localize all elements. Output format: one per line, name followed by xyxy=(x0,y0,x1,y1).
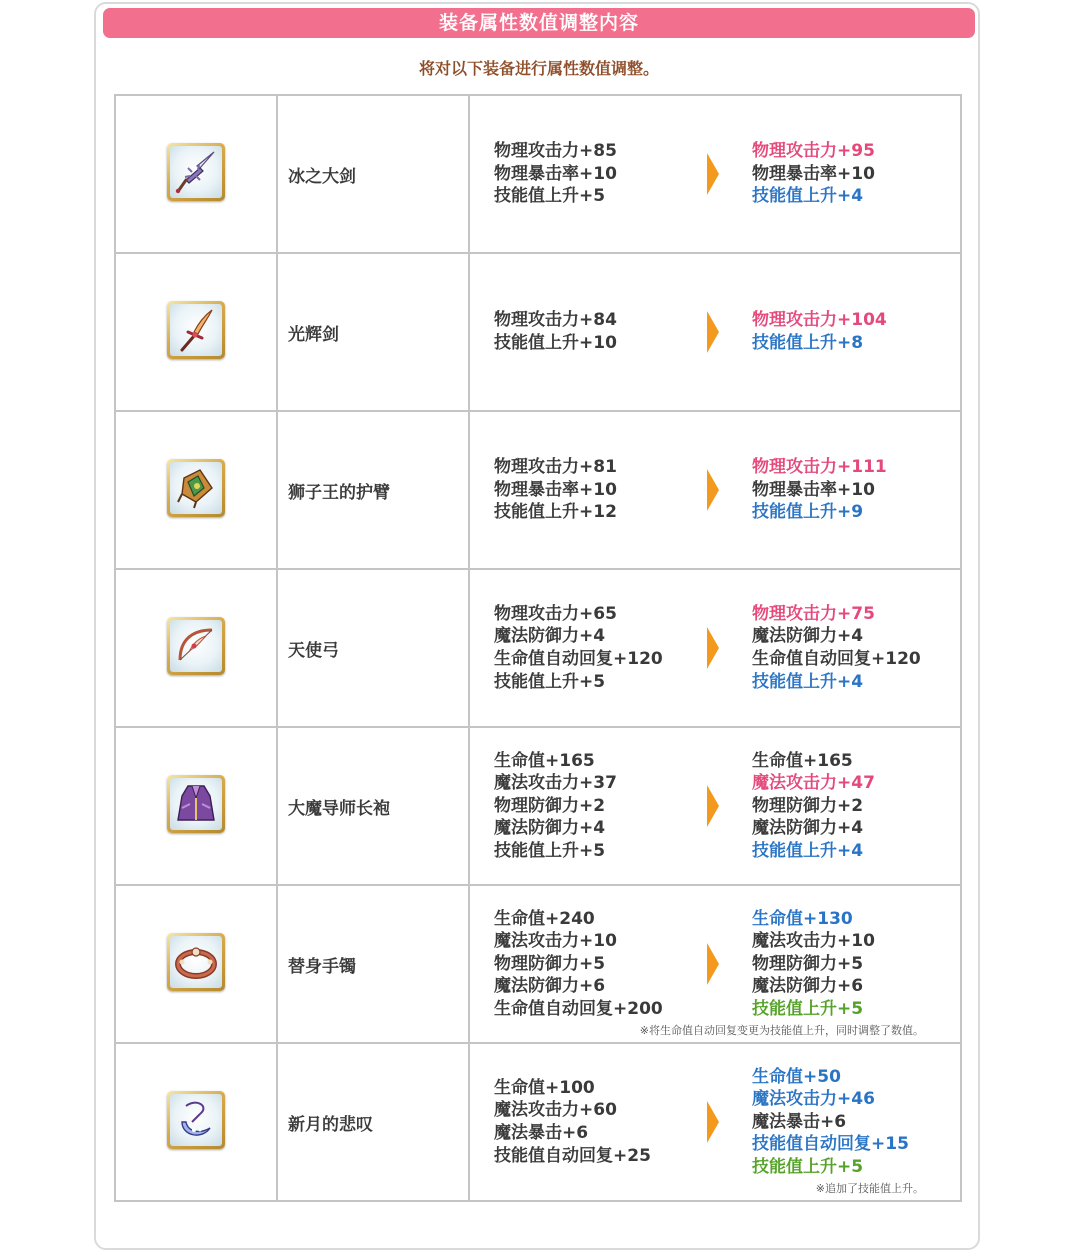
old-stats xyxy=(494,750,706,863)
old-stat-line: 技能值上升+12 xyxy=(494,502,617,523)
new-stat-line: 魔法防御力+6 xyxy=(752,976,864,997)
new-stat-line: 技能值上升+5 xyxy=(752,1156,864,1177)
new-stat-line: 魔法攻击力+47 xyxy=(752,773,875,794)
arrow-right-icon xyxy=(706,310,752,354)
old-stats xyxy=(494,603,706,693)
old-stat-line: 物理暴击率+10 xyxy=(494,163,617,184)
old-stat-line: 生命值+165 xyxy=(494,750,595,771)
new-stat-line: 生命值+50 xyxy=(752,1066,841,1087)
new-stat-line: 魔法防御力+4 xyxy=(752,818,864,839)
arrow-right-icon xyxy=(706,1100,752,1144)
equipment-stats-cell xyxy=(469,885,961,1043)
lion-king-bracer-icon xyxy=(170,462,222,514)
substitute-bracelet-icon xyxy=(170,936,222,988)
equipment-row xyxy=(115,95,961,253)
old-stat-line: 魔法防御力+4 xyxy=(494,626,606,647)
new-stat-line: 魔法攻击力+10 xyxy=(752,931,875,952)
new-stat-line: 魔法攻击力+46 xyxy=(752,1089,875,1110)
adjustment-note: ※将生命值自动回复变更为技能值上升，同时调整了数值。 xyxy=(639,1024,924,1037)
old-stat-line: 魔法攻击力+37 xyxy=(494,773,617,794)
equipment-name: 光辉剑 xyxy=(277,253,469,411)
old-stat-line: 技能值上升+5 xyxy=(494,671,606,692)
ice-greatsword-icon xyxy=(170,146,222,198)
equipment-stats-cell xyxy=(469,411,961,569)
new-stats xyxy=(752,908,875,1021)
new-stat-line: 生命值+165 xyxy=(752,750,853,771)
equipment-icon-cell xyxy=(115,569,277,727)
new-stat-line: 技能值上升+4 xyxy=(752,671,864,692)
adjustment-note: ※追加了技能值上升。 xyxy=(815,1182,924,1195)
old-stat-line: 物理防御力+5 xyxy=(494,953,606,974)
old-stats xyxy=(494,140,706,208)
equipment-stats-cell xyxy=(469,95,961,253)
old-stat-line: 技能值上升+5 xyxy=(494,186,606,207)
old-stat-line: 魔法攻击力+10 xyxy=(494,931,617,952)
old-stat-line: 物理暴击率+10 xyxy=(494,479,617,500)
new-stat-line: 物理防御力+5 xyxy=(752,953,864,974)
new-stat-line: 技能值上升+4 xyxy=(752,186,864,207)
equipment-icon-frame xyxy=(167,459,225,517)
old-stat-line: 物理攻击力+84 xyxy=(494,310,617,331)
old-stat-line: 生命值+240 xyxy=(494,908,595,929)
equipment-icon-frame xyxy=(167,301,225,359)
equipment-row xyxy=(115,411,961,569)
new-stats xyxy=(752,456,887,524)
old-stat-line: 物理攻击力+85 xyxy=(494,141,617,162)
arrow-right-icon xyxy=(706,942,752,986)
section-subtitle: 将对以下装备进行属性数值调整。 xyxy=(418,59,659,78)
old-stat-line: 技能值上升+5 xyxy=(494,840,606,861)
equipment-name: 狮子王的护臂 xyxy=(277,411,469,569)
arrow-right-icon xyxy=(706,626,752,670)
old-stat-line: 物理攻击力+65 xyxy=(494,603,617,624)
old-stat-line: 生命值自动回复+200 xyxy=(494,998,663,1019)
archmage-robe-icon xyxy=(170,778,222,830)
equipment-name: 冰之大剑 xyxy=(277,95,469,253)
old-stat-line: 魔法防御力+6 xyxy=(494,976,606,997)
new-stats xyxy=(752,309,887,354)
equipment-icon-cell xyxy=(115,885,277,1043)
new-stat-line: 生命值自动回复+120 xyxy=(752,649,921,669)
new-stat-line: 物理攻击力+104 xyxy=(752,310,887,331)
equipment-name: 大魔导师长袍 xyxy=(277,727,469,885)
equipment-name: 新月的悲叹 xyxy=(277,1043,469,1201)
equipment-stats-cell xyxy=(469,253,961,411)
new-stat-line: 技能值上升+5 xyxy=(752,998,864,1019)
equipment-icon-cell xyxy=(115,727,277,885)
equipment-stats-cell xyxy=(469,727,961,885)
equipment-row xyxy=(115,885,961,1043)
new-stat-line: 技能值上升+4 xyxy=(752,840,864,861)
new-stat-line: 魔法暴击+6 xyxy=(752,1111,847,1132)
old-stat-line: 物理防御力+2 xyxy=(494,795,606,816)
new-stats xyxy=(752,1066,909,1179)
equipment-icon-frame xyxy=(167,775,225,833)
equipment-icon-frame xyxy=(167,933,225,991)
old-stat-line: 技能值上升+10 xyxy=(494,333,617,353)
new-stats xyxy=(752,603,921,693)
new-stat-line: 物理暴击率+10 xyxy=(752,479,875,500)
old-stat-line: 生命值自动回复+120 xyxy=(494,649,663,669)
new-stats xyxy=(752,750,875,863)
equipment-icon-cell xyxy=(115,253,277,411)
old-stat-line: 魔法防御力+4 xyxy=(494,818,606,839)
equipment-row xyxy=(115,569,961,727)
arrow-right-icon xyxy=(706,152,752,196)
crescent-lament-icon xyxy=(170,1094,222,1146)
new-stat-line: 物理暴击率+10 xyxy=(752,163,875,184)
new-stat-line: 物理攻击力+111 xyxy=(752,457,887,478)
new-stat-line: 物理攻击力+75 xyxy=(752,603,875,624)
equipment-icon-frame xyxy=(167,143,225,201)
radiant-sword-icon xyxy=(170,304,222,356)
old-stat-line: 物理攻击力+81 xyxy=(494,457,617,478)
new-stat-line: 技能值上升+9 xyxy=(752,502,864,523)
equipment-icon-cell xyxy=(115,411,277,569)
equipment-icon-frame xyxy=(167,617,225,675)
equipment-row xyxy=(115,1043,961,1201)
section-title-banner: 装备属性数值调整内容 xyxy=(103,8,975,38)
old-stats xyxy=(494,456,706,524)
new-stats xyxy=(752,140,875,208)
old-stats xyxy=(494,908,706,1021)
new-stat-line: 物理攻击力+95 xyxy=(752,141,875,162)
new-stat-line: 技能值自动回复+15 xyxy=(752,1134,909,1155)
equipment-row xyxy=(115,253,961,411)
old-stat-line: 魔法暴击+6 xyxy=(494,1123,589,1143)
arrow-right-icon xyxy=(706,784,752,828)
angel-bow-icon xyxy=(170,620,222,672)
old-stat-line: 生命值+100 xyxy=(494,1077,595,1098)
equipment-adjustment-table xyxy=(114,94,962,1202)
equipment-icon-frame xyxy=(167,1091,225,1149)
old-stat-line: 魔法攻击力+60 xyxy=(494,1100,617,1121)
new-stat-line: 生命值+130 xyxy=(752,908,853,929)
new-stat-line: 魔法防御力+4 xyxy=(752,626,864,647)
equipment-name: 替身手镯 xyxy=(277,885,469,1043)
equipment-name: 天使弓 xyxy=(277,569,469,727)
equipment-stats-cell xyxy=(469,569,961,727)
new-stat-line: 物理防御力+2 xyxy=(752,795,864,816)
equipment-row xyxy=(115,727,961,885)
new-stat-line: 技能值上升+8 xyxy=(752,333,864,353)
equipment-icon-cell xyxy=(115,1043,277,1201)
equipment-icon-cell xyxy=(115,95,277,253)
old-stat-line: 技能值自动回复+25 xyxy=(494,1145,651,1166)
old-stats xyxy=(494,1077,706,1167)
old-stats xyxy=(494,309,706,354)
arrow-right-icon xyxy=(706,468,752,512)
equipment-stats-cell xyxy=(469,1043,961,1201)
